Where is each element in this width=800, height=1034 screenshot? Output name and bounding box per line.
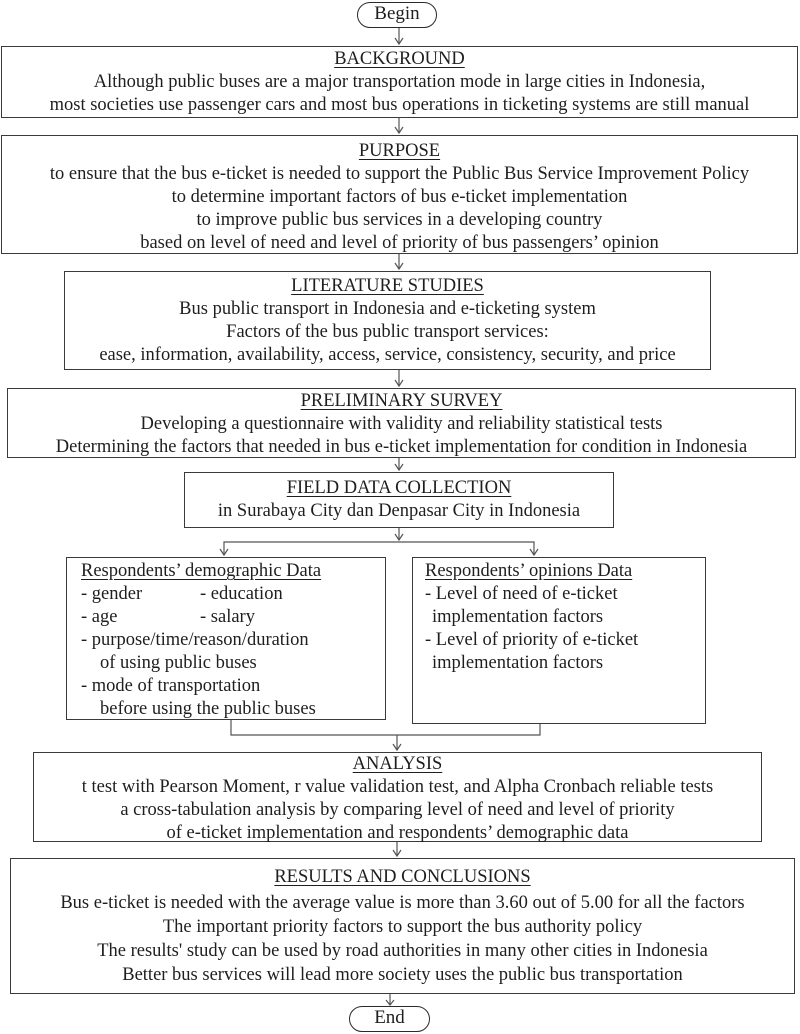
opinions-item: - Level of need of e-ticket: [425, 584, 618, 604]
begin-label: Begin: [374, 3, 420, 24]
analysis-line: a cross-tabulation analysis by comparing level of need and level of priority: [120, 800, 675, 820]
analysis-title: ANALYSIS: [352, 754, 443, 774]
purpose-line: to ensure that the bus e-ticket is needed to support the Public Bus Service Improvement Policy: [49, 164, 750, 184]
opinions-title: Respondents’ opinions Data: [425, 561, 633, 581]
literature-line: Factors of the bus public transport services:: [226, 322, 549, 342]
opinions-data-box: [412, 557, 706, 724]
literature-box: [64, 271, 711, 370]
demographic-item: - mode of transportation: [81, 676, 261, 696]
demographic-item: - salary: [200, 607, 255, 627]
purpose-line: to determine important factors of bus e-ticket implementation: [171, 187, 628, 207]
results-title: RESULTS AND CONCLUSIONS: [274, 867, 531, 887]
results-conclusions-box: [10, 858, 795, 994]
demographic-item: - education: [200, 584, 283, 604]
demographic-item: of using public buses: [100, 653, 257, 673]
results-line: Bus e-ticket is needed with the average value is more than 3.60 out of 5.00 for all the factors: [60, 893, 745, 913]
results-line: The results' study can be used by road authorities in many other cities in Indonesia: [97, 941, 708, 961]
demographic-item: - purpose/time/reason/duration: [81, 630, 309, 650]
arrow-begin-to-background: [395, 28, 403, 44]
literature-title: LITERATURE STUDIES: [291, 276, 484, 296]
analysis-line: of e-ticket implementation and respondents’ demographic data: [166, 823, 629, 843]
results-line: The important priority factors to support the bus authority policy: [162, 917, 643, 937]
arrow-purpose-to-literature: [395, 254, 403, 269]
arrow-field-to-split: [395, 528, 403, 540]
demographic-title: Respondents’ demographic Data: [81, 561, 322, 581]
merge-connector: [231, 720, 540, 750]
opinions-item: - Level of priority of e-ticket: [425, 630, 639, 650]
arrow-preliminary-to-field: [395, 458, 403, 470]
field-line: in Surabaya City dan Denpasar City in Indonesia: [217, 501, 581, 521]
purpose-line: to improve public bus services in a developing country: [196, 210, 603, 230]
demographic-item: before using the public buses: [100, 699, 316, 719]
background-box: [1, 46, 798, 118]
demographic-item: - age: [81, 607, 118, 627]
literature-line: Bus public transport in Indonesia and e-ticketing system: [179, 299, 596, 319]
split-connector: [220, 542, 538, 555]
background-line: most societies use passenger cars and most bus operations in ticketing systems are still manual: [49, 95, 750, 115]
literature-line: ease, information, availability, access, service, consistency, security, and price: [99, 345, 676, 365]
demographic-item: - gender: [81, 584, 143, 604]
arrow-results-to-end: [386, 994, 394, 1005]
arrow-background-to-purpose: [395, 118, 403, 133]
analysis-line: t test with Pearson Moment, r value validation test, and Alpha Cronbach reliable tests: [81, 777, 714, 797]
purpose-line: based on level of need and level of priority of bus passengers’ opinion: [140, 233, 659, 253]
begin-terminal: [357, 2, 437, 28]
analysis-box: [33, 752, 762, 842]
field-title: FIELD DATA COLLECTION: [286, 478, 512, 498]
end-terminal: [349, 1006, 430, 1032]
results-line: Better bus services will lead more society uses the public bus transportation: [122, 965, 683, 985]
end-label: End: [374, 1007, 405, 1028]
preliminary-line: Developing a questionnaire with validity and reliability statistical tests: [140, 414, 663, 434]
purpose-box: [1, 135, 798, 254]
purpose-title: PURPOSE: [358, 141, 441, 161]
preliminary-title: PRELIMINARY SURVEY: [300, 391, 503, 411]
preliminary-line: Determining the factors that needed in bus e-ticket implementation for condition in Indonesia: [55, 437, 748, 457]
arrow-literature-to-preliminary: [395, 370, 403, 386]
opinions-item: implementation factors: [432, 653, 604, 673]
background-title: BACKGROUND: [334, 49, 465, 69]
background-line: Although public buses are a major transportation mode in large cities in Indonesia,: [93, 72, 706, 92]
preliminary-survey-box: [7, 388, 796, 458]
demographic-data-box: [66, 557, 386, 720]
opinions-item: implementation factors: [432, 607, 604, 627]
field-data-collection-box: [184, 472, 614, 528]
